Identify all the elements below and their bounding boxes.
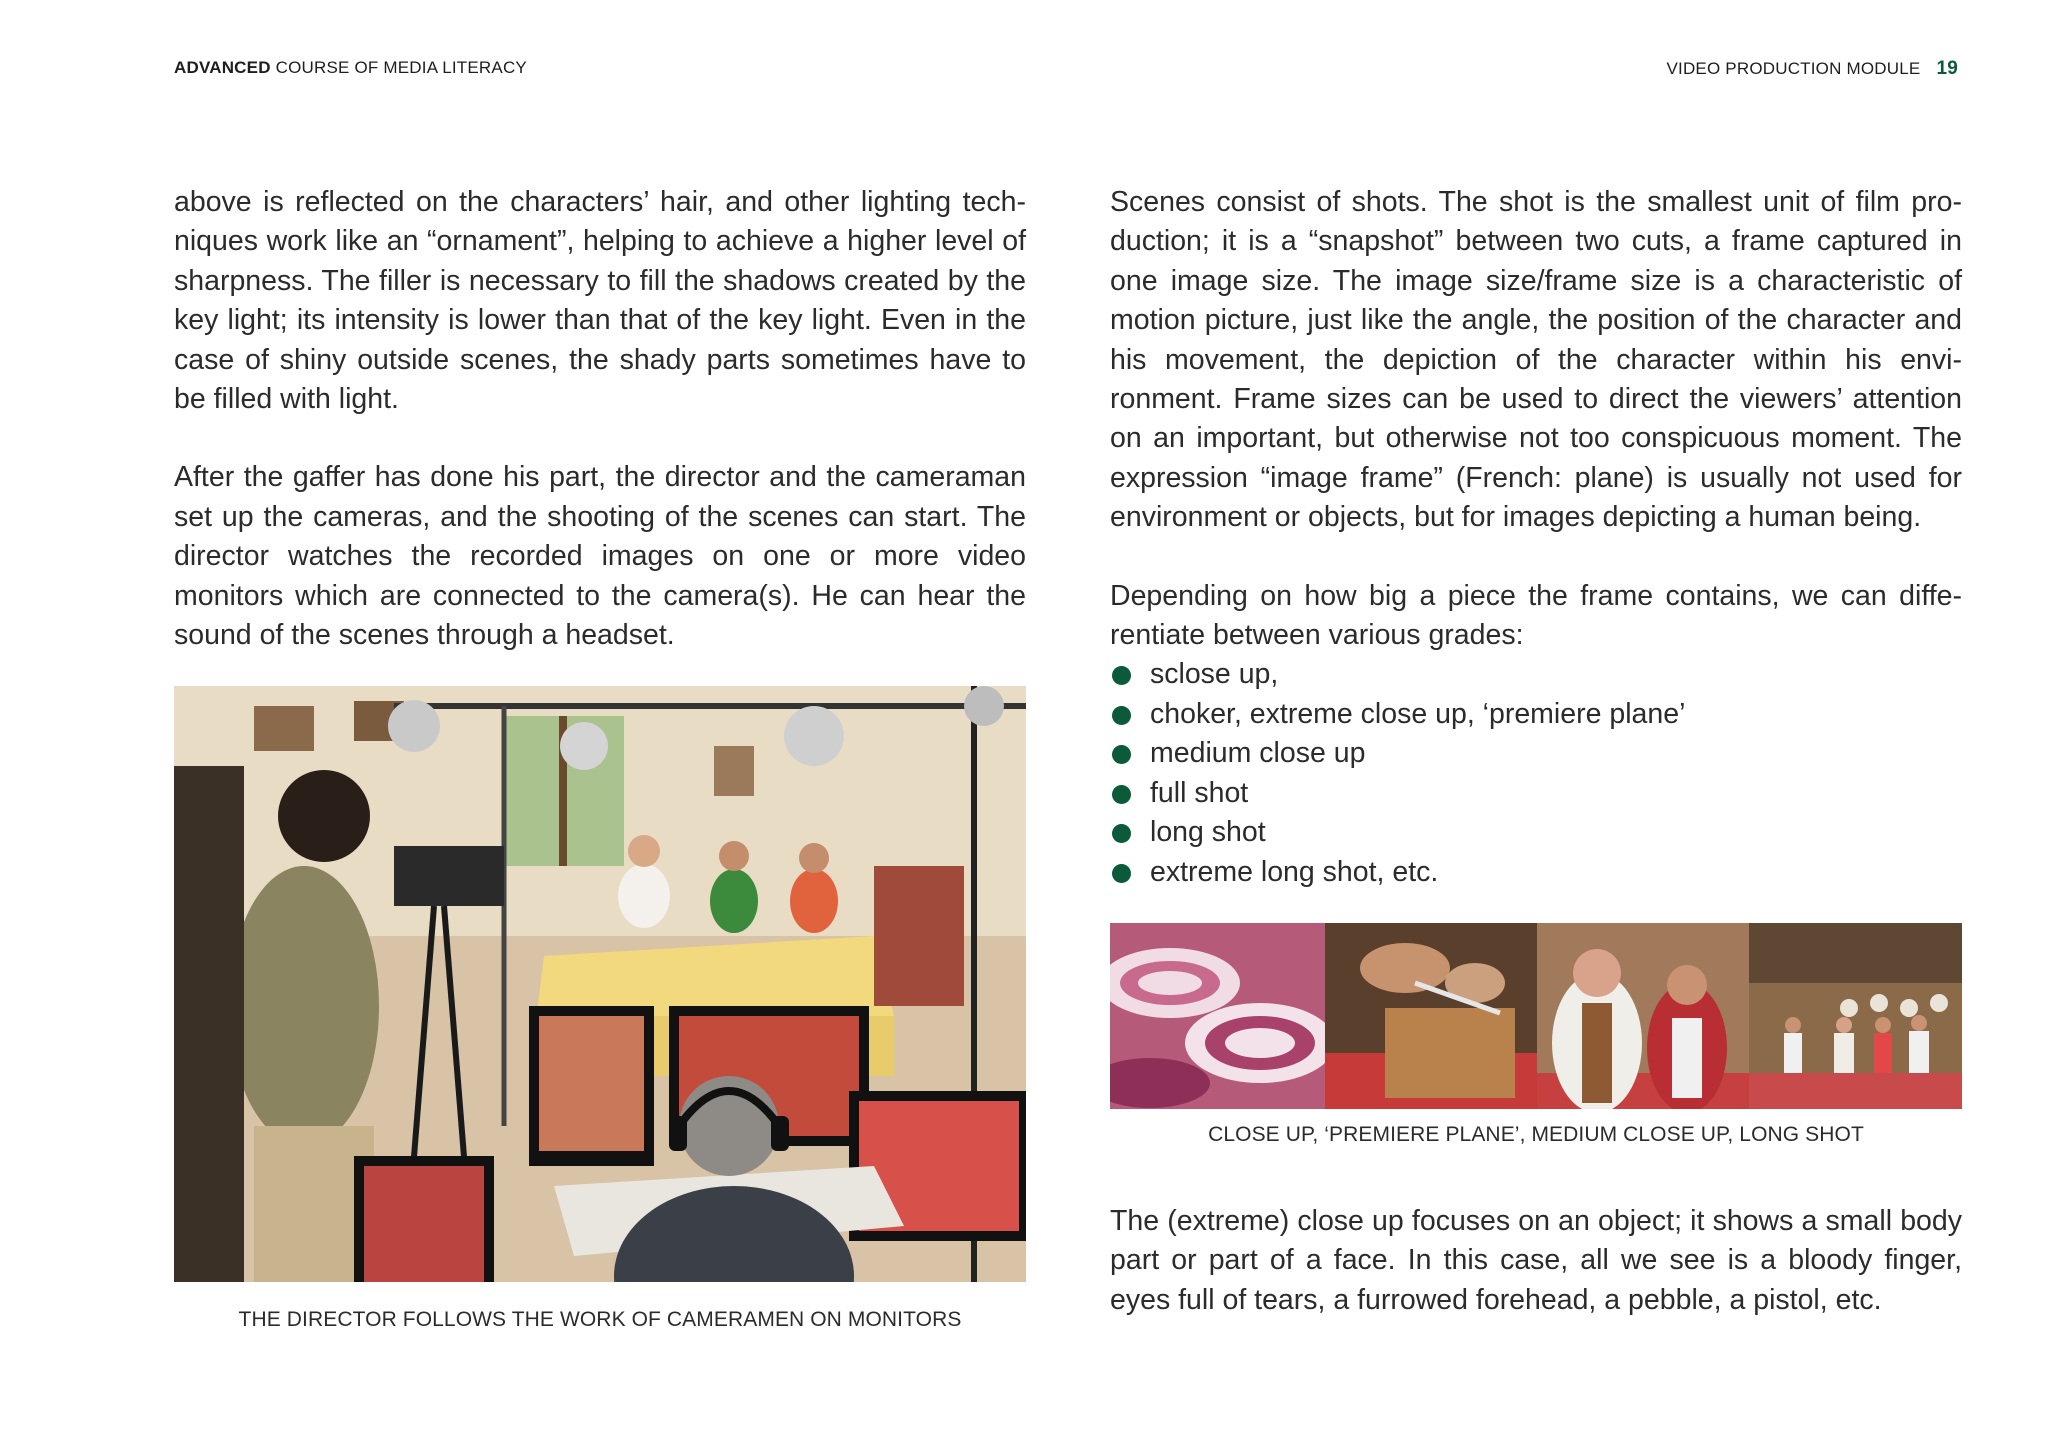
grade-label: full shot	[1150, 776, 1249, 809]
course-title-rest: COURSE OF MEDIA LITERACY	[275, 58, 527, 77]
medium-close-up-photo	[1537, 923, 1749, 1109]
course-title-bold: ADVANCED	[174, 58, 271, 77]
right-column-bottom	[1110, 1202, 1962, 1320]
bullet-icon	[1112, 666, 1131, 685]
grade-item	[1110, 734, 1962, 773]
left-paragraph-1: above is reflected on the characters’ hair, and other lighting techniques work like an “ornament”, helping to achieve a higher level of sharpness. The filler is necessary to fill the shadows created by the key light; its intensity is lower than that of the key light. Even in the case of shiny outside scenes, the shady parts sometimes have to be filled with light.	[174, 186, 1026, 416]
running-head-course	[174, 58, 527, 78]
grade-item	[1110, 774, 1962, 813]
bullet-icon	[1112, 824, 1131, 843]
grade-item	[1110, 695, 1962, 734]
right-paragraph-3: The (extreme) close up focuses on an object; it shows a small body part or part of a face. In this case, all we see is a bloody finger, eyes full of tears, a furrowed forehead, a pebble, a pistol, etc.	[1110, 1205, 1962, 1316]
right-paragraph-1: Scenes consist of shots. The shot is the smallest unit of film production; it is a “snapshot” between two cuts, a frame captured in one image size. The image size/frame size is a characteristic of motion picture, just like the angle, the position of the character and his movement, the depiction of the character within his environment. Frame sizes can be used to direct the viewers’ attention on an important, but otherwise not too conspicuous moment. The expression “image frame” (French: plane) is usually not used for environment or objects, but for images depicting a human being.	[1110, 186, 1962, 534]
grade-item	[1110, 813, 1962, 852]
premiere-plane-photo	[1325, 923, 1537, 1109]
grade-label: choker, extreme close up, ‘premiere plane’	[1150, 697, 1686, 730]
bullet-icon	[1112, 785, 1131, 804]
director-photo-caption: THE DIRECTOR FOLLOWS THE WORK OF CAMERAMEN ON MONITORS	[238, 1308, 962, 1331]
left-column	[174, 183, 1026, 655]
grade-label: extreme long shot, etc.	[1150, 855, 1439, 888]
bullet-icon	[1112, 745, 1131, 764]
page-number: 19	[1936, 58, 1958, 79]
grade-label: medium close up	[1150, 737, 1366, 770]
grade-label: long shot	[1150, 816, 1266, 849]
frame-strip-caption: CLOSE UP, ‘PREMIERE PLANE’, MEDIUM CLOSE UP, LONG SHOT	[1208, 1123, 1864, 1146]
close-up-photo	[1110, 923, 1325, 1109]
long-shot-photo	[1749, 923, 1962, 1109]
frame-size-photo-strip	[1110, 923, 1962, 1109]
bullet-icon	[1112, 706, 1131, 725]
right-column	[1110, 183, 1962, 892]
bullet-icon	[1112, 864, 1131, 883]
director-monitors-photo	[174, 686, 1026, 1282]
running-head-module	[1666, 58, 1958, 80]
right-paragraph-2: Depending on how big a piece the frame contains, we can differentiate between various grades:	[1110, 579, 1962, 652]
grade-label: sclose up,	[1150, 658, 1279, 691]
grade-item	[1110, 853, 1962, 892]
grades-list	[1110, 655, 1962, 891]
grade-item	[1110, 655, 1962, 694]
module-title: VIDEO PRODUCTION MODULE	[1666, 59, 1921, 78]
left-paragraph-2: After the gaffer has done his part, the director and the cameraman set up the cameras, and the shooting of the scenes can start. The director watches the recorded images on one or more video monitors which are connected to the camera(s). He can hear the sound of the scenes through a headset.	[174, 461, 1026, 652]
